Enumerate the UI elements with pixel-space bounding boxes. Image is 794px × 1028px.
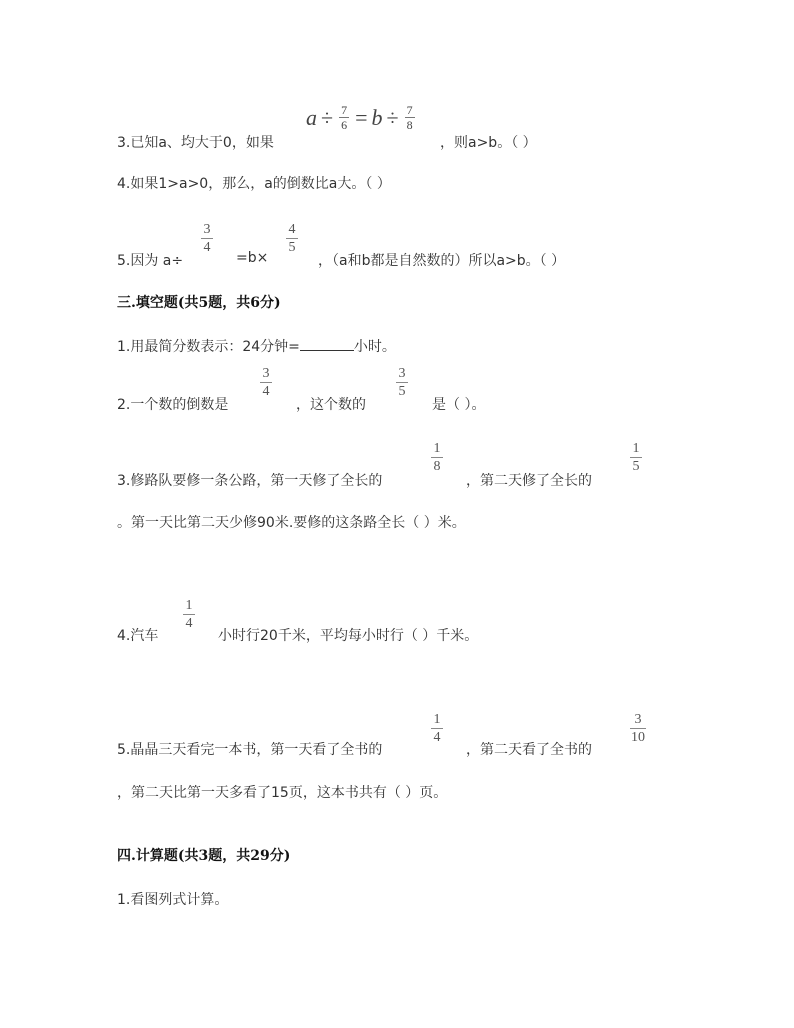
fill-q2-fraction-1 xyxy=(260,366,272,399)
judge-q5-suffix: ，（a和b都是自然数的）所以a>b。（ ） xyxy=(318,253,566,269)
fill-q3-fraction-1 xyxy=(431,441,443,474)
eq-div-2: ÷ xyxy=(386,104,399,130)
fraction-numerator: 1 xyxy=(632,441,640,456)
fill-q5-fraction-1 xyxy=(431,712,443,745)
fraction-denominator: 5 xyxy=(288,240,296,255)
judge-q5-mid: =b× xyxy=(236,250,269,266)
fill-q2-prefix: 2.一个数的倒数是 xyxy=(117,397,229,413)
fraction-numerator: 3 xyxy=(398,366,406,381)
eq-fraction-1-num: 7 xyxy=(341,103,348,117)
fill-q5-fraction-2 xyxy=(630,712,646,745)
fill-q2-suffix: 是（ ）。 xyxy=(432,397,486,413)
judge-q3-prefix: 3.已知a、均大于0，如果 xyxy=(117,135,274,151)
fill-q5-mid: ，第二天看了全书的 xyxy=(466,742,592,758)
fraction-denominator: 4 xyxy=(262,384,270,399)
eq-div-1: ÷ xyxy=(321,104,334,130)
fill-q5-line2: ，第二天比第一天多看了15页，这本书共有（ ）页。 xyxy=(117,785,448,801)
section-heading-fill: 三.填空题(共5题，共6分) xyxy=(117,295,281,311)
fill-q3-mid: ，第二天修了全长的 xyxy=(466,473,592,489)
eq-var-b: b xyxy=(371,104,383,130)
eq-fraction-2-num: 7 xyxy=(406,103,413,117)
eq-fraction-2-den: 8 xyxy=(406,118,413,132)
eq-fraction-1-den: 6 xyxy=(341,118,348,132)
eq-equals: = xyxy=(355,104,368,130)
fraction-numerator: 1 xyxy=(185,598,193,613)
judge-q3-suffix: ，则a>b。（ ） xyxy=(440,135,537,151)
judge-q5-fraction-1 xyxy=(201,222,213,255)
equation-q3 xyxy=(306,104,417,131)
fraction-denominator: 10 xyxy=(631,730,645,745)
section-heading-calc: 四.计算题(共3题，共29分) xyxy=(117,848,291,864)
fill-q4-prefix: 4.汽车 xyxy=(117,628,159,644)
fraction-numerator: 3 xyxy=(634,712,642,727)
fraction-denominator: 5 xyxy=(398,384,406,399)
fill-q3-prefix: 3.修路队要修一条公路，第一天修了全长的 xyxy=(117,473,383,489)
fraction-denominator: 4 xyxy=(203,240,211,255)
calc-q1: 1.看图列式计算。 xyxy=(117,892,229,908)
judge-q5-prefix: 5.因为 a÷ xyxy=(117,253,184,269)
fraction-numerator: 3 xyxy=(262,366,270,381)
fill-q5-prefix: 5.晶晶三天看完一本书，第一天看了全书的 xyxy=(117,742,383,758)
eq-fraction-1 xyxy=(339,104,349,131)
fill-q2-mid: ，这个数的 xyxy=(296,397,366,413)
judge-q5-fraction-2 xyxy=(286,222,298,255)
fraction-denominator: 4 xyxy=(433,730,441,745)
fill-q1 xyxy=(117,336,396,356)
fraction-denominator: 4 xyxy=(185,616,193,631)
fill-q4-fraction xyxy=(183,598,195,631)
fraction-numerator: 1 xyxy=(433,441,441,456)
fill-q3-line2: 。第一天比第二天少修90米.要修的这条路全长（ ）米。 xyxy=(117,515,466,531)
fraction-denominator: 5 xyxy=(632,459,640,474)
fill-q3-fraction-2 xyxy=(630,441,642,474)
eq-var-a: a xyxy=(306,104,317,130)
fill-q4-suffix: 小时行20千米，平均每小时行（ ）千米。 xyxy=(218,628,479,644)
judge-q4: 4.如果1>a>0，那么，a的倒数比a大。（ ） xyxy=(117,176,391,192)
fraction-numerator: 4 xyxy=(288,222,296,237)
answer-blank[interactable] xyxy=(300,338,354,351)
fraction-denominator: 8 xyxy=(433,459,441,474)
fill-q1-suffix: 小时。 xyxy=(353,339,396,355)
eq-fraction-2 xyxy=(405,104,415,131)
fraction-numerator: 3 xyxy=(203,222,211,237)
fraction-numerator: 1 xyxy=(433,712,441,727)
fill-q1-prefix: 1.用最简分数表示：24分钟= xyxy=(117,339,300,355)
fill-q2-fraction-2 xyxy=(396,366,408,399)
